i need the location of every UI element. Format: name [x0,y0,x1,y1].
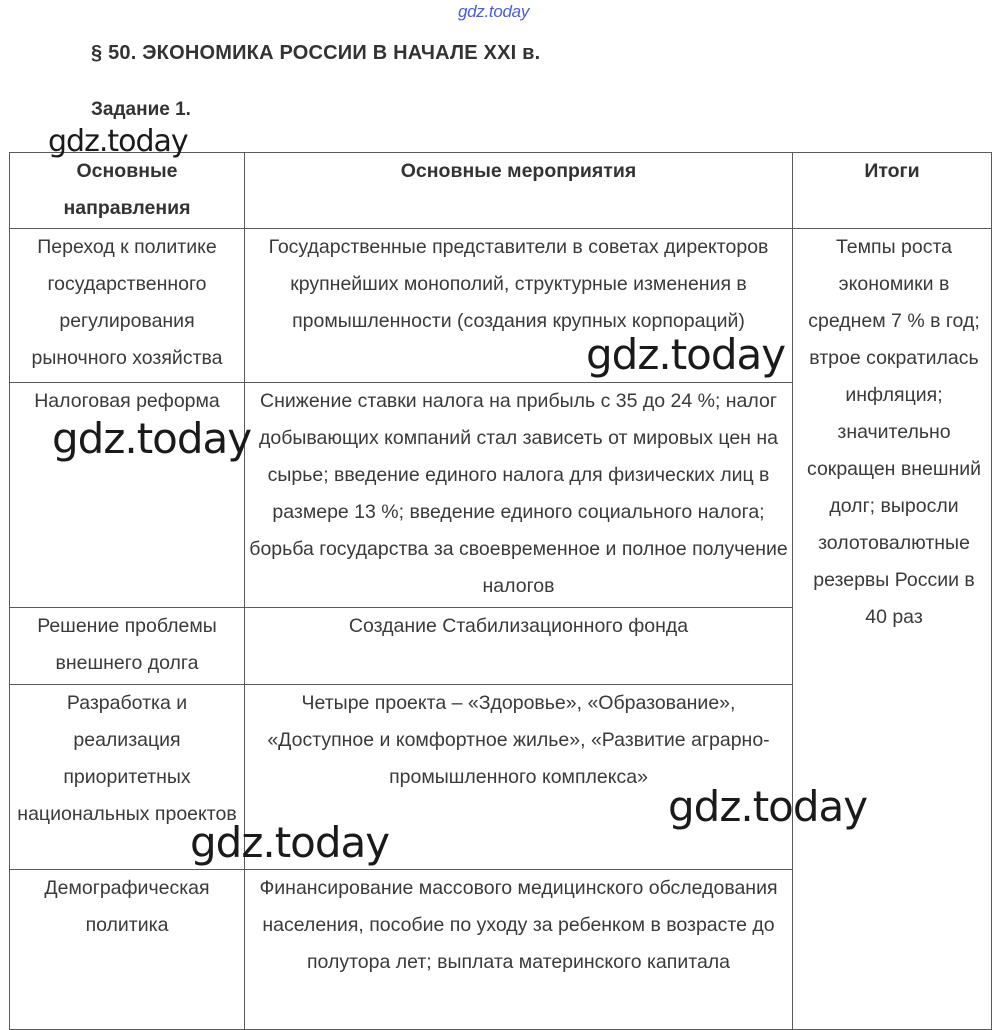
direction-cell: Налоговая реформа [10,383,245,608]
measures-cell: Четыре проекта – «Здоровье», «Образование», «Доступное и комфортное жилье», «Развитие аграрно-промышленного комплекса» [245,685,793,870]
header-directions: Основные направления [10,153,245,229]
table-header-row [10,153,992,229]
measures-cell: Создание Стабилизационного фонда [245,608,793,685]
section-title: § 50. ЭКОНОМИКА РОССИИ В НАЧАЛЕ XXI в. [91,42,541,64]
watermark: gdz.today [48,124,188,159]
header-watermark: gdz.today [458,2,530,21]
measures-cell: Финансирование массового медицинского обследования населения, пособие по уходу за ребенком в возрасте до полутора лет; выплата материнского капитала [245,870,793,1030]
direction-cell: Демографическая политика [10,870,245,1030]
watermark: gdz.today [668,782,868,831]
direction-cell: Переход к политике государственного регулирования рыночного хозяйства [10,229,245,383]
table-row [10,229,992,383]
watermark: gdz.today [52,414,252,463]
measures-cell: Снижение ставки налога на прибыль с 35 до 24 %; налог добывающих компаний стал зависеть от мировых цен на сырье; введение единого налога для физических лиц в размере 13 %; введение единого социального налога; борьба государства за своевременное и полное получение налогов [245,383,793,608]
task-label: Задание 1. [91,99,191,120]
economy-table [9,152,992,1030]
header-measures: Основные мероприятия [245,153,793,229]
header-results: Итоги [793,153,992,229]
watermark: gdz.today [190,818,390,867]
watermark: gdz.today [586,330,786,379]
direction-cell: Разработка и реализация приоритетных национальных проектов [10,685,245,870]
direction-cell: Решение проблемы внешнего долга [10,608,245,685]
measures-cell: Государственные представители в советах директоров крупнейших монополий, структурные изменения в промышленности (создания крупных корпораций) [245,229,793,383]
results-cell: Темпы роста экономики в среднем 7 % в год; втрое сократилась инфляция; значительно сокращен внешний долг; выросли золотовалютные резервы России в 40 раз [793,229,992,1030]
